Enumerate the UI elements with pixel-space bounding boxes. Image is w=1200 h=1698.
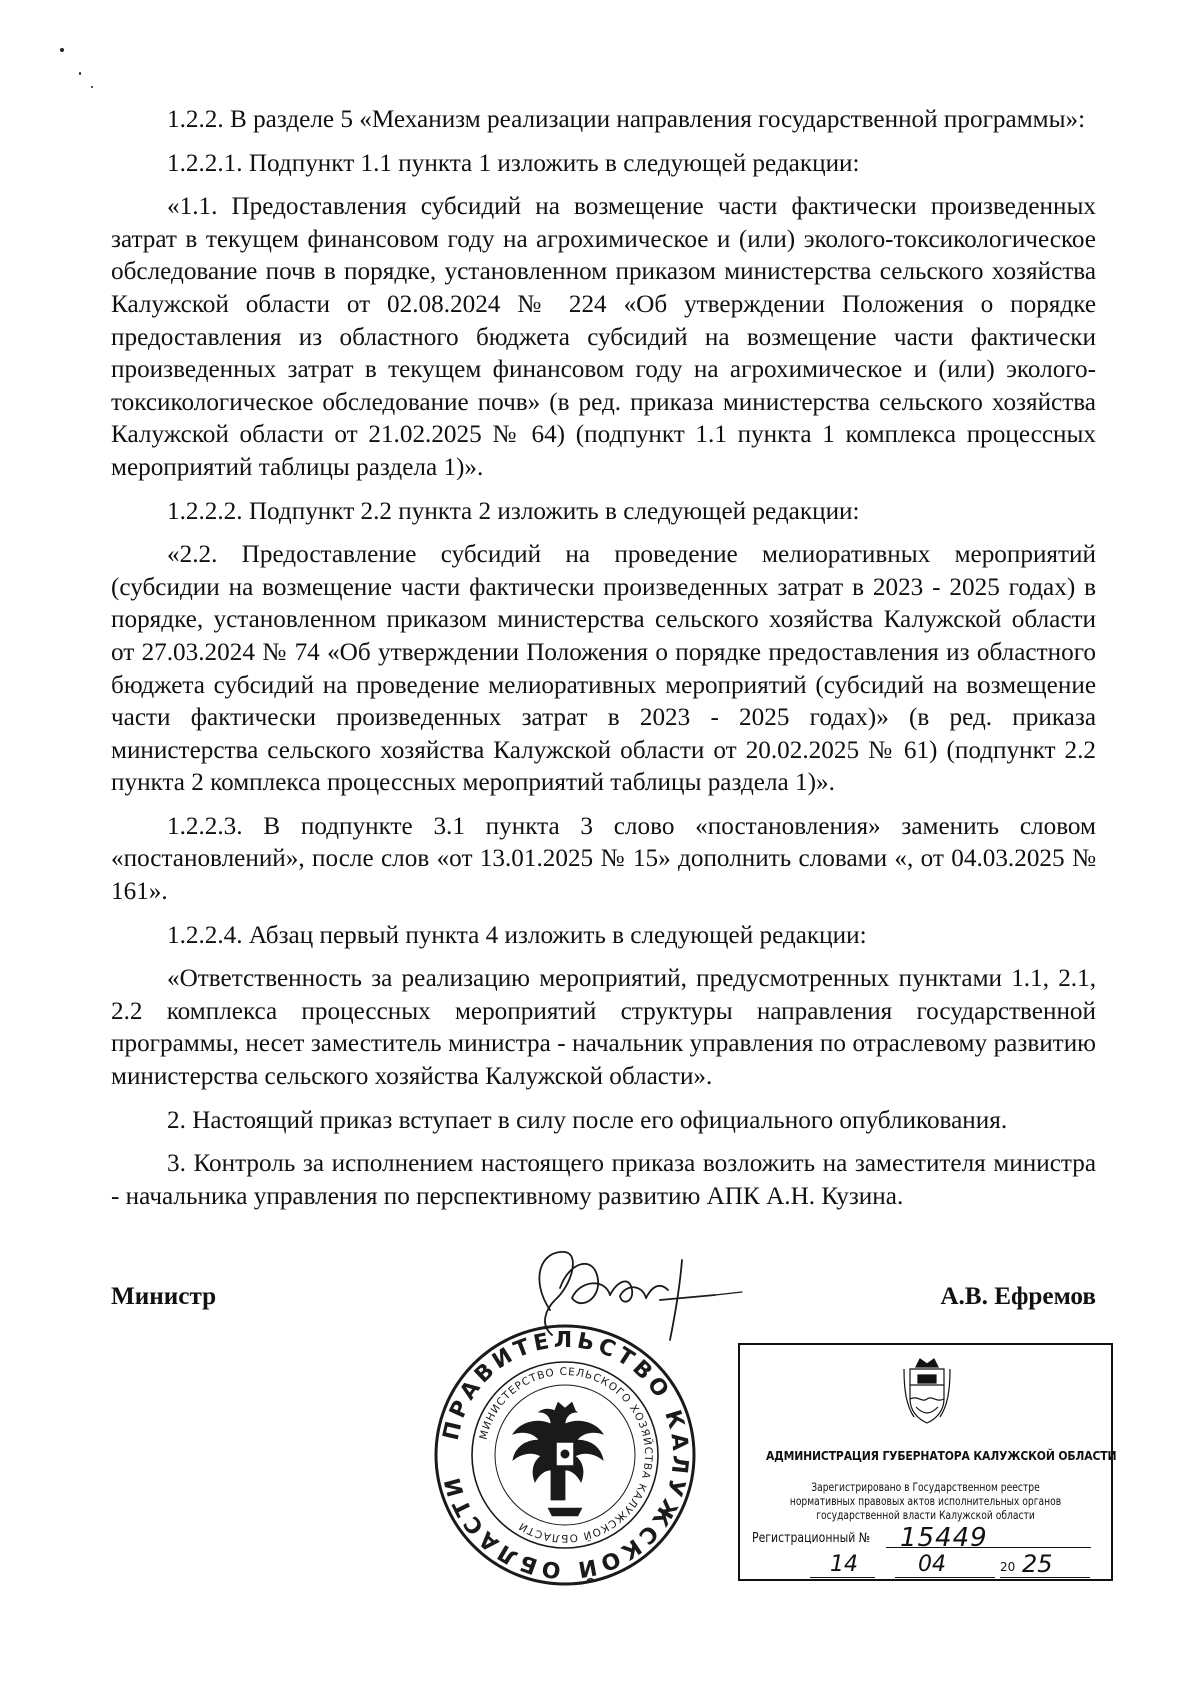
signatory-name: А.В. Ефремов: [940, 1283, 1096, 1310]
seal-outer-text: ПРАВИТЕЛЬСТВО КАЛУЖСКОЙ ОБЛАСТИ: [438, 1327, 693, 1583]
paragraph-1-2-2-1: 1.2.2.1. Подпункт 1.1 пункта 1 изложить в следующей редакции:: [167, 149, 860, 177]
registration-number: 15449: [900, 1523, 988, 1553]
paragraph-quote-responsibility: «Ответственность за реализацию мероприятий, предусмотренных пунктами 1.1, 2.1, 2.2 комплекса процессных мероприятий структуры направления государственной программы, несет заместитель министра - начальник управления по отраслевому развитию министерства сельского хозяйства Калужской области».: [111, 965, 1096, 1091]
handwritten-signature: [510, 1240, 750, 1360]
paragraph-3: 3. Контроль за исполнением настоящего приказа возложить на заместителя министра - начальника управления по перспективному развитию АПК А.Н. Кузина.: [111, 1150, 1096, 1210]
scan-artifact: [91, 86, 93, 88]
paragraph-2: 2. Настоящий приказ вступает в силу после его официального опубликования.: [167, 1106, 1008, 1134]
date-underline: [810, 1577, 875, 1578]
paragraph-1-2-2-4: 1.2.2.4. Абзац первый пункта 4 изложить в следующей редакции:: [167, 921, 867, 949]
kaluga-coat-of-arms-icon: [902, 1355, 952, 1427]
date-underline: [895, 1577, 995, 1578]
scan-artifact: [79, 72, 81, 75]
registration-date-year: 25: [1022, 1550, 1053, 1578]
paragraph-quote-2-2: «2.2. Предоставление субсидий на проведение мелиоративных мероприятий (субсидии на возмещение части фактически произведенных затрат в 2023 - 2025 годах) в порядке, установленном приказом министерства сельского хозяйства Калужской области от 27.03.2024 № 74 «Об утверждении Положения о порядке предоставления из областного бюджета субсидий на проведение мелиоративных мероприятий (субсидий на возмещение части фактически произведенных затрат в 2023 - 2025 годах)» (в ред. приказа министерства сельского хозяйства Калужской области от 20.02.2025 № 61) (подпункт 2.2 пункта 2 комплекса процессных мероприятий таблицы раздела 1)».: [111, 541, 1096, 797]
scan-artifact: [60, 48, 64, 52]
registration-date: [800, 1550, 1100, 1578]
seal-inner-text: МИНИСТЕРСТВО СЕЛЬСКОГО ХОЗЯЙСТВА КАЛУЖСКОЙ ОБЛАСТИ: [477, 1365, 655, 1545]
paragraph-quote-1-1: «1.1. Предоставления субсидий на возмещение части фактически произведенных затрат в текущем финансовом году на агрохимическое и (или) эколого-токсикологическое обследование почв в порядке, установленном приказом министерства сельского хозяйства Калужской области от 02.08.2024 № 224 «Об утверждении Положения о порядке предоставления из областного бюджета субсидий на возмещение части фактически произведенных затрат в текущем финансовом году на агрохимическое и (или) эколого-токсикологическое обследование почв» (в ред. приказа министерства сельского хозяйства Калужской области от 21.02.2025 № 64) (подпункт 1.1 пункта 1 комплекса процессных мероприятий таблицы раздела 1)».: [111, 193, 1096, 481]
registration-statement: Зарегистрировано в Государственном реестре нормативных правовых актов исполнительных органов государственной власти Калужской области: [789, 1481, 1062, 1522]
date-underline: [1000, 1577, 1090, 1578]
paragraph-1-2-2-3: 1.2.2.3. В подпункте 3.1 пункта 3 слово «постановления» заменить словом «постановлений», после слов «от 13.01.2025 № 15» дополнить словами «, от 04.03.2025 № 161».: [111, 812, 1096, 906]
official-seal: [430, 1320, 700, 1590]
paragraph-1-2-2-2: 1.2.2.2. Подпункт 2.2 пункта 2 изложить в следующей редакции:: [167, 497, 860, 525]
registration-date-month: 04: [918, 1552, 946, 1577]
eagle-emblem-icon: [513, 1402, 603, 1516]
registration-stamp: [738, 1343, 1117, 1581]
registration-date-year-prefix: 20: [1000, 1560, 1016, 1574]
document-body: [111, 104, 1096, 1224]
registration-number-label: Регистрационный №: [752, 1531, 871, 1546]
signatory-position: Министр: [111, 1283, 217, 1310]
registration-date-day: 14: [830, 1552, 858, 1577]
registration-authority: АДМИНИСТРАЦИЯ ГУБЕРНАТОРА КАЛУЖСКОЙ ОБЛАСТИ: [765, 1448, 1117, 1463]
paragraph-1-2-2: 1.2.2. В разделе 5 «Механизм реализации направления государственной программы»:: [167, 106, 1086, 133]
